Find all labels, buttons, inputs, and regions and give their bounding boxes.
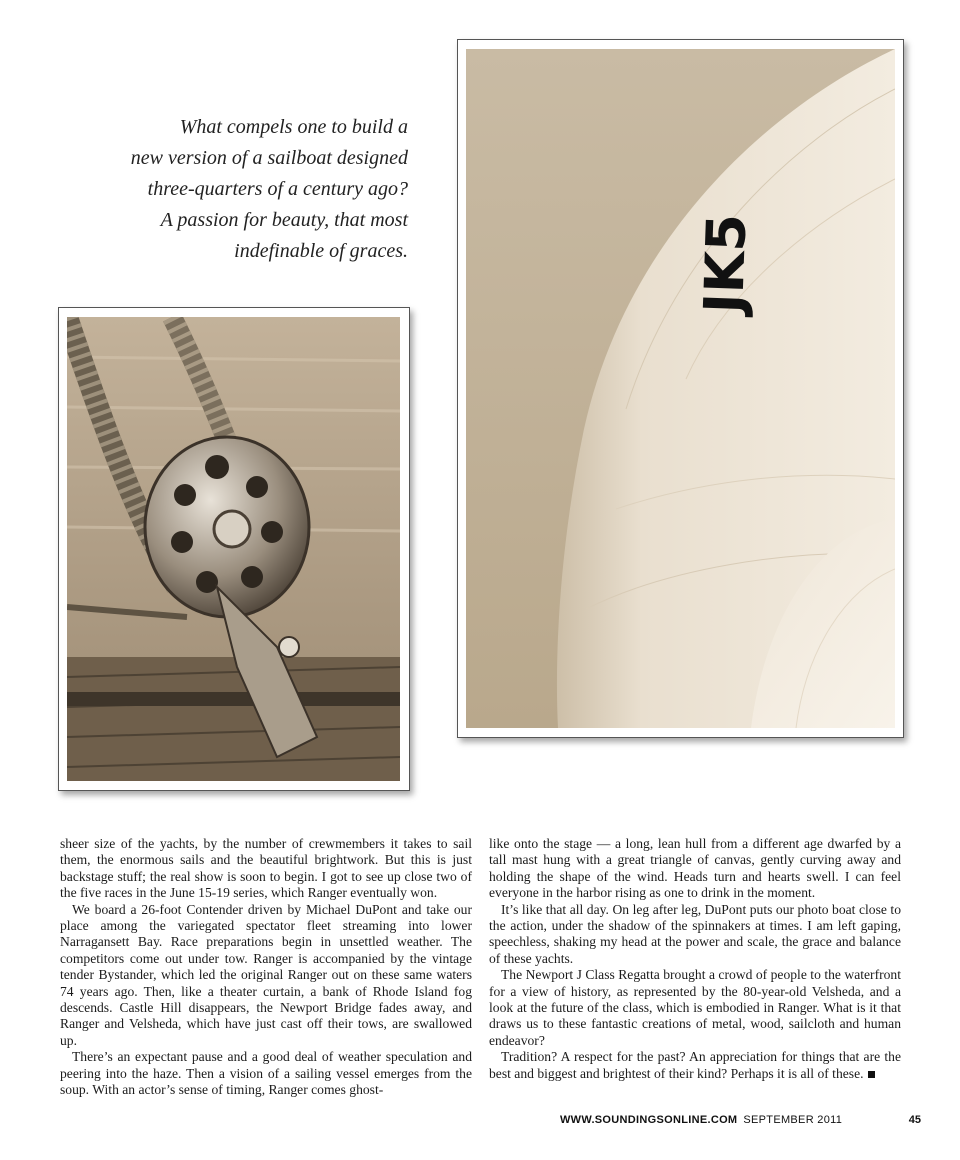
page-footer	[560, 1114, 921, 1130]
sheave-block-image	[67, 317, 400, 781]
article-paragraph: sheer size of the yachts, by the number of crewmembers it takes to sail them, the enormous sails and the beautiful brightwork. But this is just backstage stuff; the real show is soon to begin. I got to see up close two of the five races in the June 15-19 series, which Ranger eventually won.	[60, 836, 472, 901]
end-of-article-mark	[868, 1071, 875, 1078]
article-column-right	[489, 836, 901, 1082]
sheave-block-photo	[58, 307, 410, 791]
pull-quote-line: new version of a sailboat designed	[130, 147, 408, 169]
pull-quote-line: What compels one to build a	[179, 116, 408, 138]
article-paragraph: The Newport J Class Regatta brought a crowd of people to the waterfront for a view of history, as represented by the 80-year-old Velsheda, and a look at the future of the class, which is embodied in Ranger. What is it that draws us to these fantastic creations of metal, wood, sailcloth and human endeavor?	[489, 967, 901, 1048]
sail-number	[692, 213, 759, 319]
pull-quote-line: indefinable of graces.	[234, 240, 408, 262]
article-column-left	[60, 836, 472, 1099]
article-paragraph: We board a 26-foot Contender driven by Michael DuPont and take our place among the variegated spectator fleet streaming into lower Narragansett Bay. Race preparations begin in unsettled weather. The competitors come out under tow. Ranger is accompanied by the vintage tender Bystander, which led the original Ranger out on these same waters 74 years ago. Then, like a theater curtain, a bank of Rhode Island fog descends. Castle Hill disappears, the Newport Bridge fades away, and Ranger and Velsheda, which have just cast off their tows, are swallowed up.	[60, 901, 472, 1048]
spinnaker-photo	[457, 39, 904, 738]
article-paragraph-text: Tradition? A respect for the past? An appreciation for things that are the best and biggest and brightest of their kind? Perhaps it is all of these.	[489, 1049, 901, 1081]
page-number: 45	[908, 1114, 921, 1126]
pull-quote	[110, 112, 408, 267]
article-paragraph: like onto the stage — a long, lean hull from a different age dwarfed by a tall mast hung with a great triangle of canvas, gently curving away and holding the shape of the wind. Heads turn and hearts swell. I can feel everyone in the harbor rising as one to drink in the moment.	[489, 836, 901, 901]
article-paragraph: It’s like that all day. On leg after leg, DuPont puts our photo boat close to the action, under the shadow of the spinnakers at times. I am left gaping, speechless, shaking my head at the power and scale, the grace and balance of these yachts.	[489, 901, 901, 966]
article-paragraph-final	[489, 1049, 901, 1082]
pull-quote-line: three-quarters of a century ago?	[147, 178, 408, 200]
footer-issue-date: SEPTEMBER 2011	[743, 1114, 843, 1126]
svg-text:JK5: JK5	[692, 212, 759, 315]
spinnaker-image	[466, 49, 895, 728]
footer-website: WWW.SOUNDINGSONLINE.COM	[560, 1114, 738, 1126]
pull-quote-line: A passion for beauty, that most	[160, 209, 408, 231]
article-paragraph: There’s an expectant pause and a good deal of weather speculation and peering into the haze. Then a vision of a sailing vessel emerges from the soup. With an actor’s sense of timing, Ranger comes ghost-	[60, 1049, 472, 1098]
